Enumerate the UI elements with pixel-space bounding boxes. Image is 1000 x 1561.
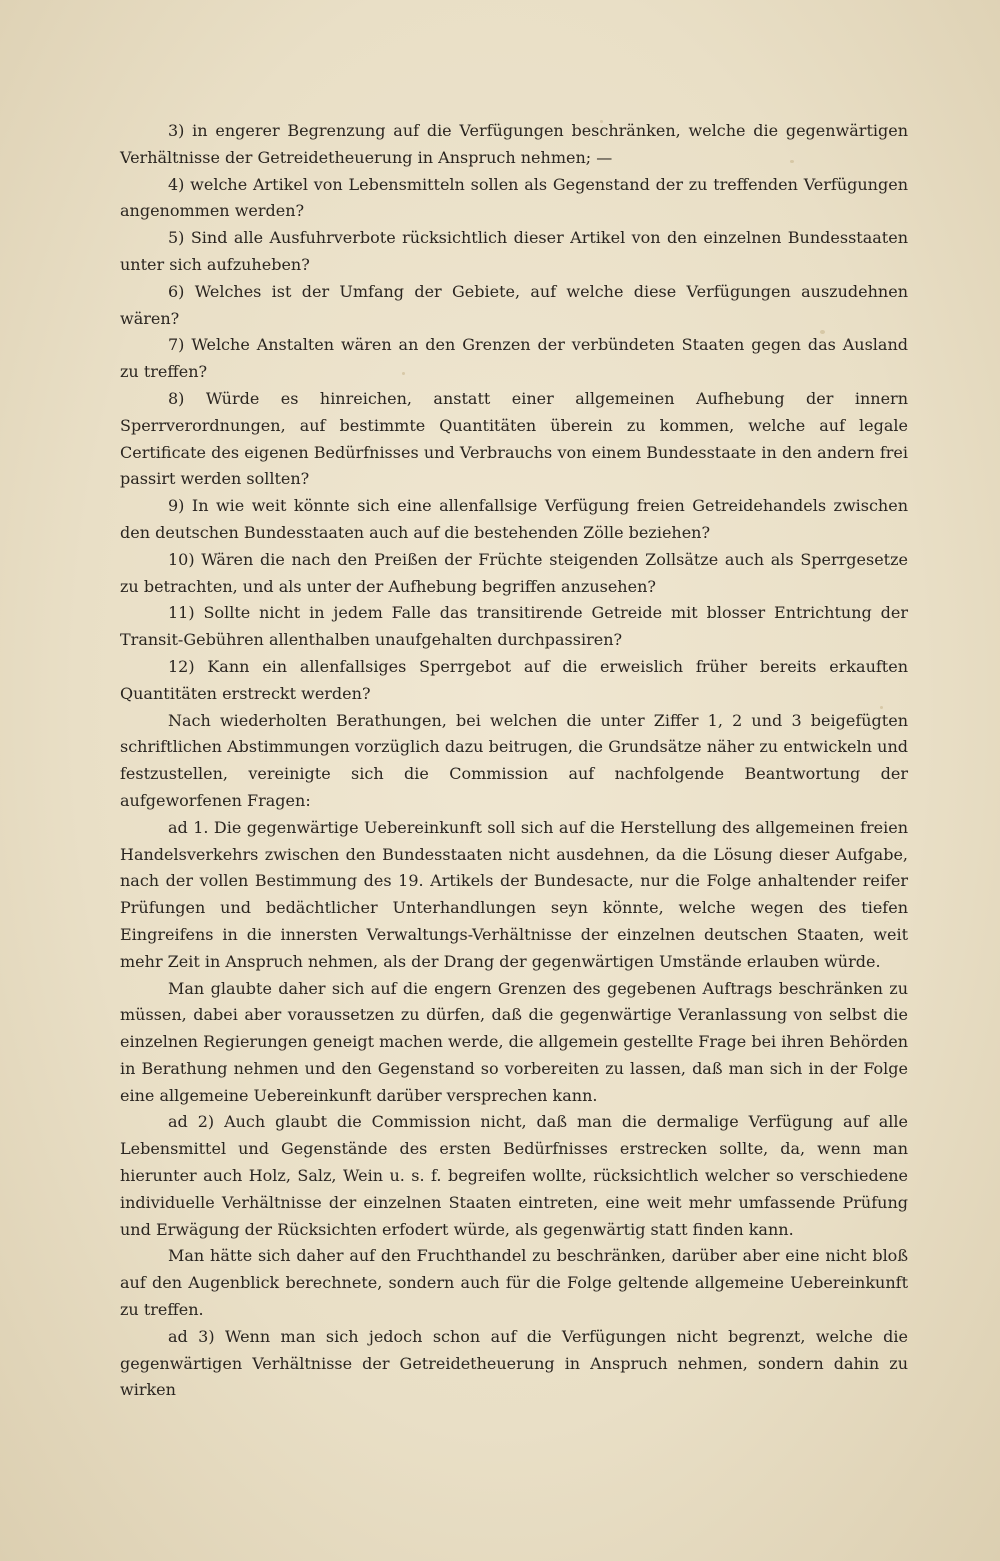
document-body bbox=[120, 118, 908, 1404]
commission-intro-paragraph: Nach wiederholten Berathungen, bei welchen die unter Ziffer 1, 2 und 3 beigefügten schriftlichen Abstimmungen vorzüglich dazu beitrugen, die Grundsätze näher zu entwickeln und festzustellen, vereinigte sich die Commission auf nachfolgende Beantwortung der aufgeworfenen Fragen: bbox=[120, 710, 908, 810]
question-7: 7) Welche Anstalten wären an den Grenzen der verbündeten Staaten gegen das Ausland zu treffen? bbox=[120, 335, 908, 382]
question-9: 9) In wie weit könnte sich eine allenfallsige Verfügung freien Getreidehandels zwischen den deutschen Bundesstaaten auch auf die bestehenden Zölle beziehen? bbox=[120, 496, 908, 542]
question-11: 11) Sollte nicht in jedem Falle das transitirende Getreide mit blosser Entrichtung der Transit-Gebühren allenthalben unaufgehalten durchpassiren? bbox=[120, 603, 908, 650]
answer-3: ad 3) Wenn man sich jedoch schon auf die Verfügungen nicht begrenzt, welche die gegenwärtigen Verhältnisse der Getreidetheuerung in Anspruch nehmen, sondern dahin zu wirken bbox=[120, 1326, 908, 1400]
question-6: 6) Welches ist der Umfang der Gebiete, auf welche diese Verfügungen auszudehnen wären? bbox=[120, 281, 908, 328]
question-12: 12) Kann ein allenfallsiges Sperrgebot auf die erweislich früher bereits erkauften Quantitäten erstreckt werden? bbox=[120, 656, 908, 703]
question-3: 3) in engerer Begrenzung auf die Verfügungen beschränken, welche die gegenwärtigen Verhältnisse der Getreidetheuerung in Anspruch nehmen; — bbox=[120, 121, 908, 167]
question-4: 4) welche Artikel von Lebensmitteln sollen als Gegenstand der zu treffenden Verfügungen angenommen werden? bbox=[120, 174, 908, 221]
question-5: 5) Sind alle Ausfuhrverbote rücksichtlich dieser Artikel von den einzelnen Bundesstaaten unter sich aufzuheben? bbox=[120, 228, 908, 274]
answer-2: ad 2) Auch glaubt die Commission nicht, daß man die dermalige Verfügung auf alle Lebensmittel und Gegenstände des ersten Bedürfnisses erstrecken sollte, da, wenn man hierunter auch Holz, Salz, Wein u. s. f. begreifen wollte, rücksichtlich welcher so verschiedene individuelle Verhältnisse der einzelnen Staaten eintreten, eine weit mehr umfassende Prüfung und Erwägung der Rücksichten erfodert würde, als gegenwärtig statt finden kann. bbox=[120, 1112, 908, 1239]
question-8: 8) Würde es hinreichen, anstatt einer allgemeinen Aufhebung der innern Sperrverordnungen, auf bestimmte Quantitäten überein zu kommen, welche auf legale Certificate des eigenen Bedürfnisses und Verbrauchs von einem Bundesstaate in den andern frei passirt werden sollten? bbox=[120, 388, 908, 489]
answer-1: ad 1. Die gegenwärtige Uebereinkunft soll sich auf die Herstellung des allgemeinen freien Handelsverkehrs zwischen den Bundesstaaten nicht ausdehnen, da die Lösung dieser Aufgabe, nach der vollen Bestimmung des 19. Artikels der Bundesacte, nur die Folge anhaltender reifer Prüfungen und bedächtlicher Unterhandlungen seyn könnte, welche wegen des tiefen Eingreifens in die innersten Verwaltungs-Verhältnisse der einzelnen deutschen Staaten, weit mehr Zeit in Anspruch nehmen, als der Drang der gegenwärtigen Umstände erlauben würde. bbox=[120, 817, 908, 971]
question-10: 10) Wären die nach den Preißen der Früchte steigenden Zollsätze auch als Sperrgesetze zu betrachten, und als unter der Aufhebung begriffen anzusehen? bbox=[120, 549, 908, 596]
answer-2-continued: Man hätte sich daher auf den Fruchthandel zu beschränken, darüber aber eine nicht bloß auf den Augenblick berechnete, sondern auch für die Folge geltende allgemeine Uebereinkunft zu treffen. bbox=[120, 1246, 908, 1320]
answer-1-continued: Man glaubte daher sich auf die engern Grenzen des gegebenen Auftrags beschränken zu müssen, dabei aber voraussetzen zu dürfen, daß die gegenwärtige Veranlassung von selbst die einzelnen Regierungen geneigt machen werde, die allgemein gestellte Frage bei ihren Behörden in Berathung nehmen und den Gegenstand so vorbereiten zu lassen, daß man sich in der Folge eine allgemeine Uebereinkunft darüber versprechen kann. bbox=[120, 978, 909, 1105]
